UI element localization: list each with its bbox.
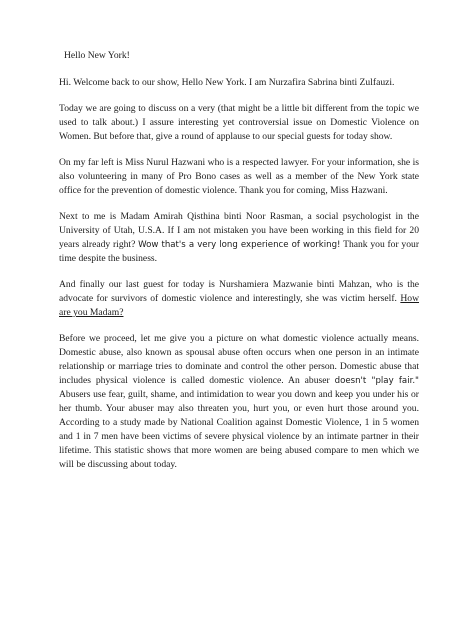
experience-remark: Wow that's a very long experience of working! — [138, 240, 341, 250]
paragraph-topic: Today we are going to discuss on a very (that might be a little bit different from the topic we used to talk about.) I assure interesting yet controversial issue on Domestic Violence on Women. But before that, give a round of applause to our special guests for today show. — [59, 103, 419, 142]
paragraph-psychologist-guest — [59, 210, 419, 266]
psychologist-text-end: Thank you for your time despite the business. — [59, 239, 420, 264]
document-body — [59, 49, 419, 484]
paragraph-welcome: Hi. Welcome back to our show, Hello New York. I am Nurzafira Sabrina binti Zulfauzi. — [59, 77, 395, 88]
definition-text-start: Before we proceed, let me give you a picture on what domestic violence actually means. Domestic abuse, also known as spousal abuse often occurs when one person in an intimate relationship or marriage tries to dominate and control the other person. Domestic abuse that includes physical violence is called domestic violence. An abuser — [59, 333, 419, 386]
definition-text-end: Abusers use fear, guilt, shame, and intimidation to wear you down and keep you under his or her thumb. Your abuser may also threaten you, hurt you, or even hurt those around you. According to a study made by National Coalition against Domestic Violence, 1 in 5 women and 1 in 7 men have been victims of severe physical violence by an intimate partner in their lifetime. This statistic shows that more women are being abused compare to men which we will be discussing about today. — [59, 389, 419, 470]
greeting-heading: Hello New York! — [64, 50, 130, 61]
paragraph-definition — [59, 332, 419, 472]
play-fair-quote: doesn't "play fair." — [334, 376, 420, 386]
paragraph-advocate-guest — [59, 278, 419, 320]
psychologist-text-start: Next to me is Madam Amirah Qisthina binti Noor Rasman, a social psychologist in the University of Utah, U.S.A. If I am not mistaken you have been working in this field for 20 years already right? — [59, 211, 419, 250]
how-are-you-question: How are you Madam? — [59, 293, 419, 318]
paragraph-lawyer-guest: On my far left is Miss Nurul Hazwani who is a respected lawyer. For your information, she is also volunteering in many of Pro Bono cases as well as a member of the New York state office for the prevention of domestic violence. Thank you for coming, Miss Hazwani. — [59, 157, 419, 196]
advocate-text: And finally our last guest for today is Nurshamiera Mazwanie binti Mahzan, who is the advocate for survivors of domestic violence and interestingly, she was victim herself. — [59, 279, 419, 304]
